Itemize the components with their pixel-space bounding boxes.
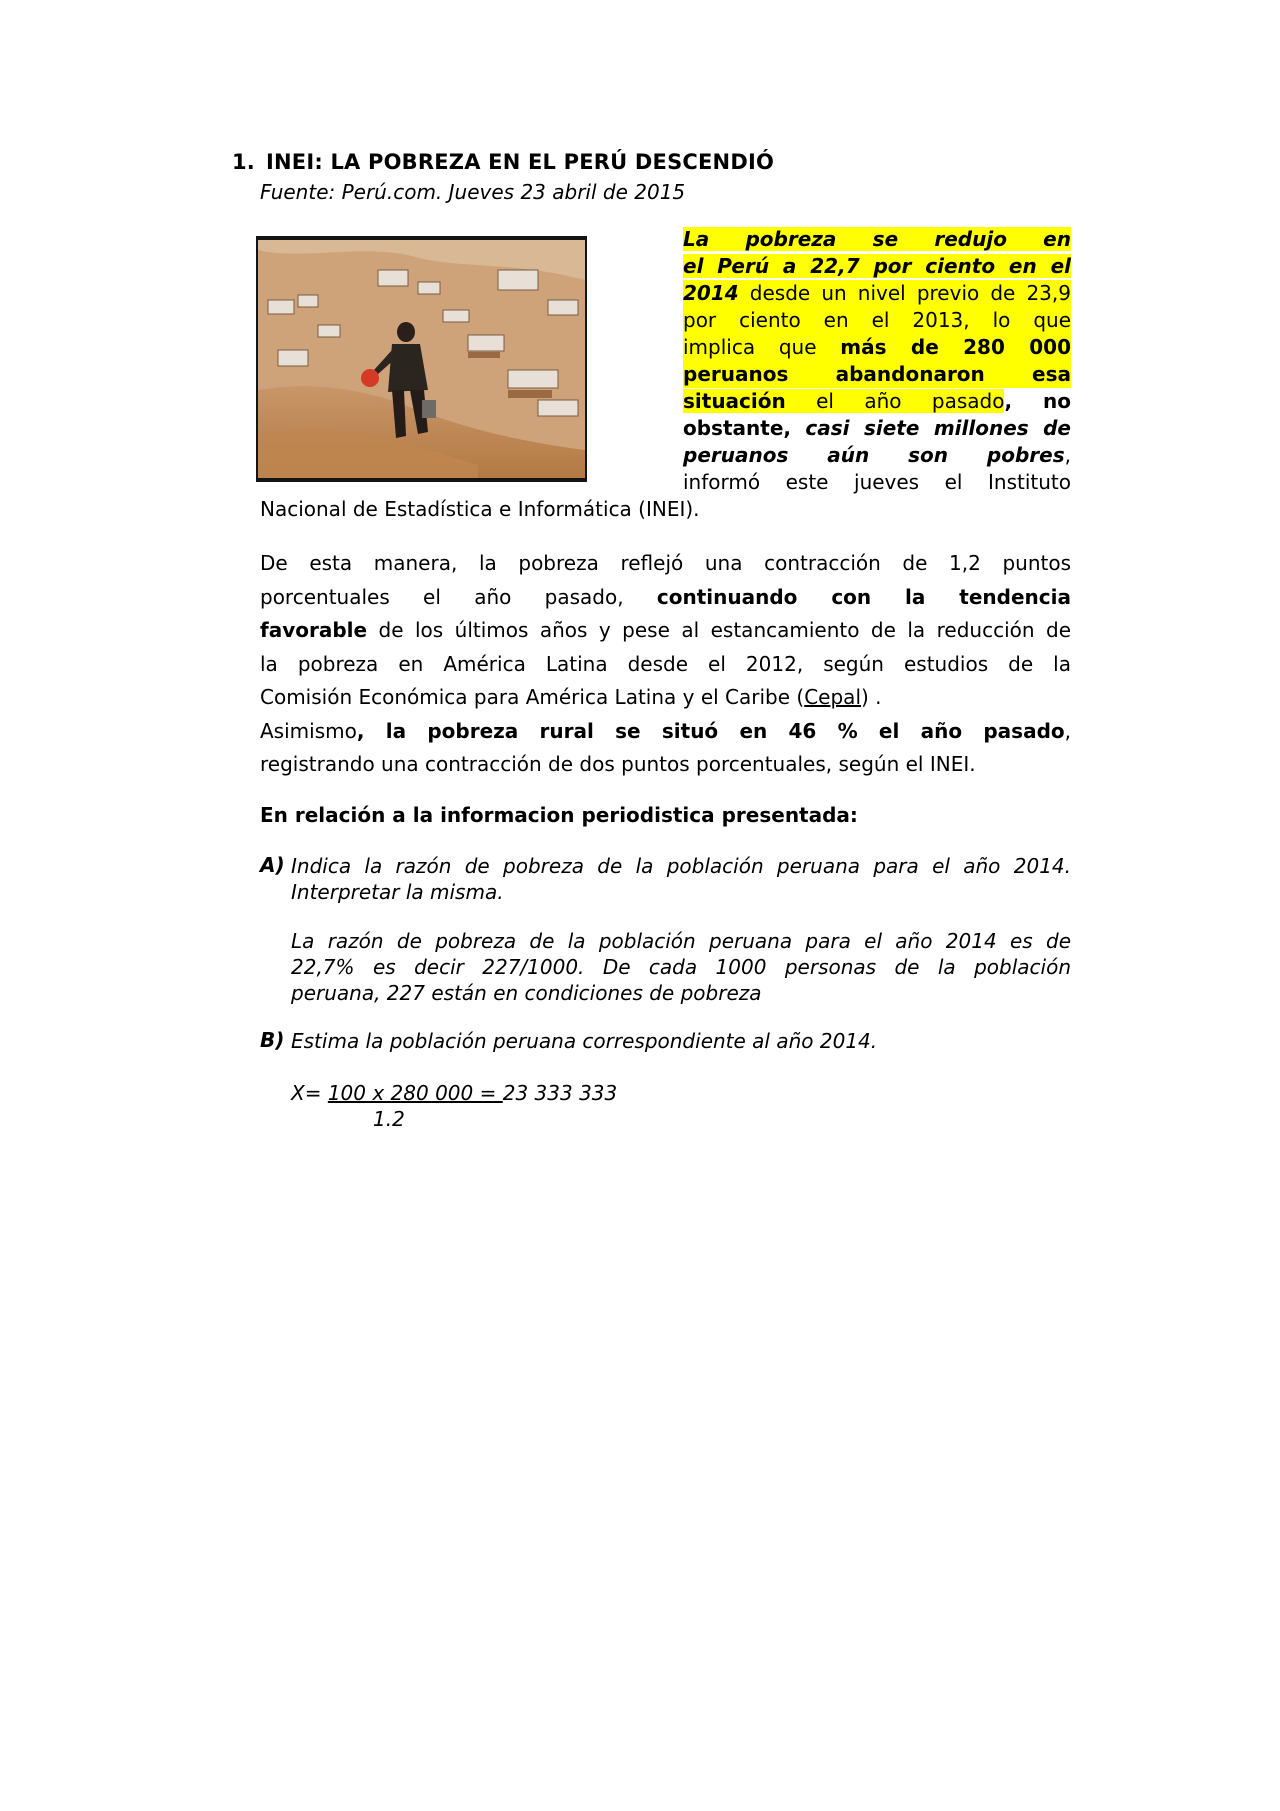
p2-line-2-b: continuando con la tendencia: [656, 584, 1071, 609]
lead-line-7-bold: situación: [683, 389, 786, 413]
answer-a-line-1: La razón de pobreza de la población peruana para el año 2014 es de: [291, 929, 1071, 953]
lead-line-6: peruanos abandonaron esa: [683, 362, 1071, 386]
question-b-line-1: Estima la población peruana correspondiente al año 2014.: [291, 1029, 878, 1053]
population-formula: [291, 1081, 617, 1105]
lead-line-8-b: casi siete millones de: [805, 416, 1071, 440]
formula-denominator: 1.2: [373, 1107, 405, 1131]
question-a-letter: A): [260, 853, 285, 877]
p2-line-3-b: de los últimos años y pese al estancamiento de la reducción de: [367, 618, 1071, 642]
question-a-line-2: Interpretar la misma.: [291, 880, 504, 904]
poverty-hillside-photo: [256, 236, 587, 482]
cepal-link[interactable]: Cepal: [804, 685, 861, 709]
lead-line-7-rest: , no: [1004, 389, 1071, 413]
p2-line-2-a: porcentuales el año pasado,: [260, 584, 657, 609]
lead-line-10: informó este jueves el Instituto: [683, 470, 1071, 494]
lead-line-8-a: obstante,: [683, 416, 806, 440]
answer-a-line-2: 22,7% es decir 227/1000. De cada 1000 personas de la población: [291, 955, 1071, 979]
formula-numerator: 100 x 280 000 =: [327, 1081, 503, 1105]
questions-title: En relación a la informacion periodistica presentada:: [260, 803, 858, 827]
article-heading: [232, 150, 774, 174]
question-b-letter: B): [260, 1028, 285, 1052]
lead-line-5-a: implica que: [683, 335, 841, 359]
formula-lhs: X=: [291, 1081, 328, 1105]
lead-line-9-b: ,: [1064, 443, 1071, 467]
p2-line-6-b: , la pobreza rural se situó en 46 % el año pasado: [356, 718, 1065, 743]
question-a-line-1: Indica la razón de pobreza de la población peruana para el año 2014.: [291, 854, 1071, 878]
lead-line-9-a: peruanos aún son pobres: [683, 443, 1065, 467]
p2-line-4: la pobreza en América Latina desde el 2012, según estudios de la: [260, 651, 1071, 676]
lead-line-2: el Perú a 22,7 por ciento en el: [683, 254, 1071, 278]
lead-line-5-b: más de 280 000: [840, 335, 1071, 359]
answer-a-line-3: peruana, 227 están en condiciones de pobreza: [291, 981, 762, 1005]
article-paragraph-2: [260, 547, 1071, 782]
heading-title: INEI: LA POBREZA EN EL PERÚ DESCENDIÓ: [266, 150, 775, 174]
lead-line-3-rest: desde un nivel previo de 23,9: [738, 281, 1071, 305]
p2-line-6-c: ,: [1064, 718, 1071, 743]
p2-line-3-a: favorable: [260, 618, 368, 642]
p2-line-7: registrando una contracción de dos puntos porcentuales, según el INEI.: [260, 752, 976, 776]
p2-line-1: De esta manera, la pobreza reflejó una contracción de 1,2 puntos: [260, 551, 1071, 575]
formula-result: 23 333 333: [502, 1081, 618, 1105]
lead-line-4: por ciento en el 2013, lo que: [683, 308, 1071, 332]
p2-line-5-b: ) .: [861, 685, 882, 709]
lead-continuation: Nacional de Estadística e Informática (INEI).: [260, 497, 700, 521]
article-lead-column: [683, 226, 1071, 496]
lead-year-2014: 2014: [683, 281, 739, 305]
p2-line-5-a: Comisión Económica para América Latina y el Caribe (: [260, 685, 805, 709]
p2-line-6-a: Asimismo: [260, 718, 357, 743]
article-source: Fuente: Perú.com. Jueves 23 abril de 2015: [260, 180, 686, 204]
heading-number: 1.: [232, 150, 255, 174]
lead-line-1: La pobreza se redujo en: [683, 227, 1071, 251]
lead-line-7-hl: el año pasado: [785, 389, 1005, 413]
